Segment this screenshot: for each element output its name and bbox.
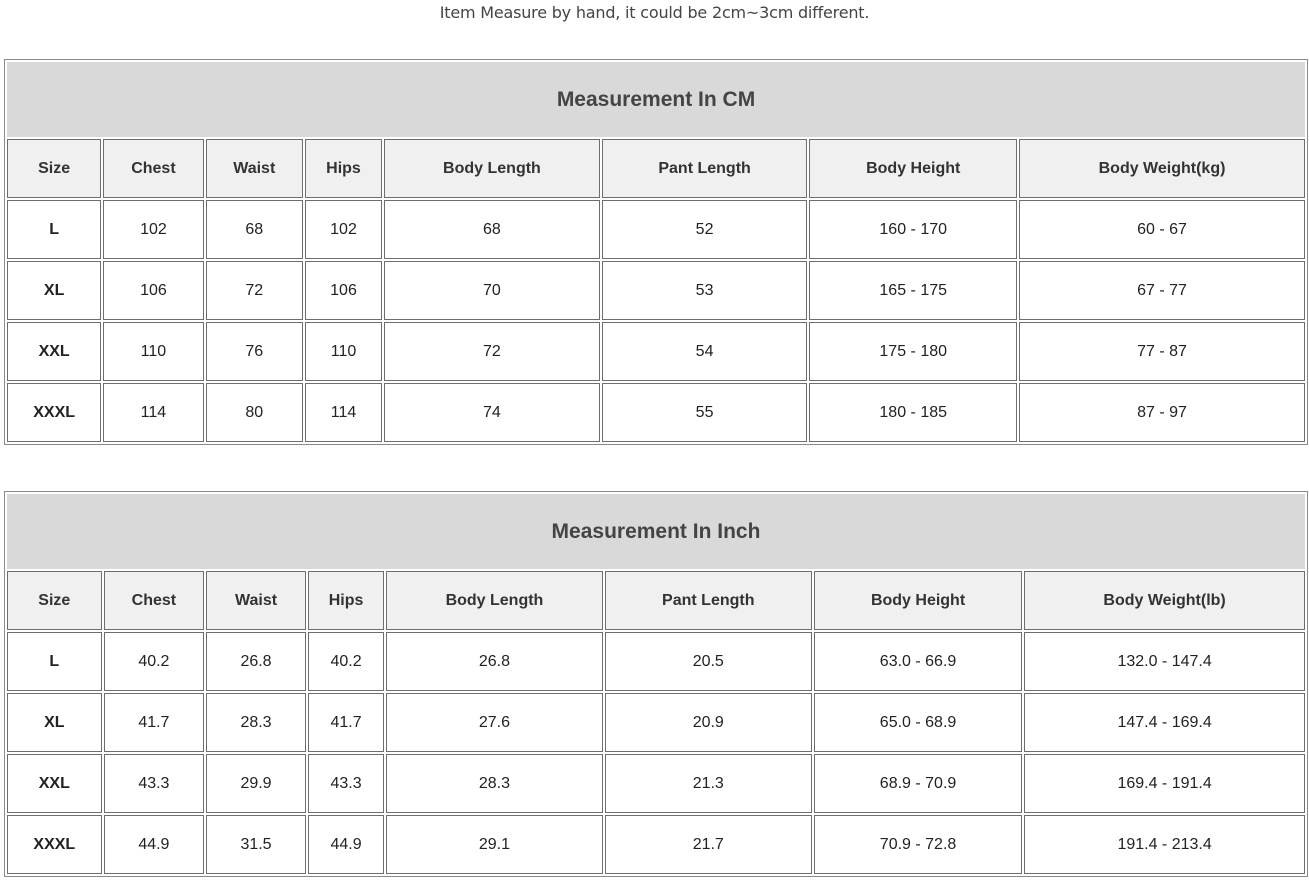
table-cell: 80	[206, 383, 303, 442]
table-cell: 175 - 180	[809, 322, 1017, 381]
table-cell: 165 - 175	[809, 261, 1017, 320]
table-title-row	[7, 62, 1305, 137]
table-header-row	[7, 571, 1305, 630]
table-cell: 106	[103, 261, 203, 320]
table-cell: 60 - 67	[1019, 200, 1305, 259]
table-cell: 52	[602, 200, 808, 259]
column-header-size: Size	[7, 139, 101, 198]
table-title: Measurement In Inch	[7, 494, 1305, 569]
column-header-body-weight: Body Weight(lb)	[1024, 571, 1305, 630]
table-cell: XXXL	[7, 815, 102, 874]
table-cell: 70.9 - 72.8	[814, 815, 1022, 874]
table-row	[7, 693, 1305, 752]
table-cell: 44.9	[308, 815, 384, 874]
table-cell: 21.3	[605, 754, 812, 813]
table-cell: 132.0 - 147.4	[1024, 632, 1305, 691]
table-cell: 20.5	[605, 632, 812, 691]
table-cell: 102	[305, 200, 382, 259]
table-row	[7, 815, 1305, 874]
table-cell: 110	[103, 322, 203, 381]
table-cell: 67 - 77	[1019, 261, 1305, 320]
table-cell: 43.3	[104, 754, 205, 813]
table-row	[7, 200, 1305, 259]
table-cell: 114	[305, 383, 382, 442]
table-title: Measurement In CM	[7, 62, 1305, 137]
table-cell: 63.0 - 66.9	[814, 632, 1022, 691]
table-cell: 31.5	[206, 815, 306, 874]
table-cell: 110	[305, 322, 382, 381]
table-cell: 191.4 - 213.4	[1024, 815, 1305, 874]
column-header-chest: Chest	[103, 139, 203, 198]
table-cell: 180 - 185	[809, 383, 1017, 442]
table-cell: 27.6	[386, 693, 602, 752]
table-row	[7, 632, 1305, 691]
table-cell: 40.2	[104, 632, 205, 691]
table-row	[7, 261, 1305, 320]
table-cell: 76	[206, 322, 303, 381]
table-cell: 106	[305, 261, 382, 320]
table-cell: 53	[602, 261, 808, 320]
table-header-row	[7, 139, 1305, 198]
cm-size-table	[5, 60, 1307, 444]
column-header-hips: Hips	[308, 571, 384, 630]
measurement-note: Item Measure by hand, it could be 2cm~3cm different.	[439, 3, 870, 22]
column-header-pant-length: Pant Length	[605, 571, 812, 630]
column-header-body-height: Body Height	[814, 571, 1022, 630]
table-cell: 160 - 170	[809, 200, 1017, 259]
table-row	[7, 322, 1305, 381]
table-cell: XXXL	[7, 383, 101, 442]
table-cell: 28.3	[206, 693, 306, 752]
table-cell: XXL	[7, 754, 102, 813]
column-header-body-weight: Body Weight(kg)	[1019, 139, 1305, 198]
table-cell: L	[7, 200, 101, 259]
cm-size-table-container	[4, 59, 1308, 445]
column-header-chest: Chest	[104, 571, 205, 630]
table-cell: XXL	[7, 322, 101, 381]
table-cell: 54	[602, 322, 808, 381]
table-cell: 20.9	[605, 693, 812, 752]
table-cell: 68	[206, 200, 303, 259]
table-cell: 102	[103, 200, 203, 259]
table-cell: 114	[103, 383, 203, 442]
table-cell: 70	[384, 261, 600, 320]
column-header-body-length: Body Length	[386, 571, 602, 630]
table-cell: 40.2	[308, 632, 384, 691]
table-cell: 28.3	[386, 754, 602, 813]
table-row	[7, 383, 1305, 442]
table-cell: 44.9	[104, 815, 205, 874]
table-cell: 41.7	[104, 693, 205, 752]
column-header-pant-length: Pant Length	[602, 139, 808, 198]
table-cell: 72	[384, 322, 600, 381]
table-cell: 41.7	[308, 693, 384, 752]
inch-size-table	[5, 492, 1307, 876]
table-cell: 26.8	[386, 632, 602, 691]
table-cell: 87 - 97	[1019, 383, 1305, 442]
table-cell: 21.7	[605, 815, 812, 874]
column-header-hips: Hips	[305, 139, 382, 198]
table-cell: XL	[7, 693, 102, 752]
table-cell: 55	[602, 383, 808, 442]
table-cell: 29.9	[206, 754, 306, 813]
table-row	[7, 754, 1305, 813]
table-cell: 169.4 - 191.4	[1024, 754, 1305, 813]
table-cell: 43.3	[308, 754, 384, 813]
table-cell: 26.8	[206, 632, 306, 691]
inch-size-table-container	[4, 491, 1308, 877]
table-cell: 29.1	[386, 815, 602, 874]
column-header-waist: Waist	[206, 139, 303, 198]
table-cell: 74	[384, 383, 600, 442]
table-cell: XL	[7, 261, 101, 320]
table-cell: 147.4 - 169.4	[1024, 693, 1305, 752]
table-cell: 68	[384, 200, 600, 259]
table-cell: L	[7, 632, 102, 691]
column-header-body-length: Body Length	[384, 139, 600, 198]
column-header-body-height: Body Height	[809, 139, 1017, 198]
table-cell: 72	[206, 261, 303, 320]
table-cell: 65.0 - 68.9	[814, 693, 1022, 752]
column-header-size: Size	[7, 571, 102, 630]
table-title-row	[7, 494, 1305, 569]
table-cell: 77 - 87	[1019, 322, 1305, 381]
table-cell: 68.9 - 70.9	[814, 754, 1022, 813]
column-header-waist: Waist	[206, 571, 306, 630]
